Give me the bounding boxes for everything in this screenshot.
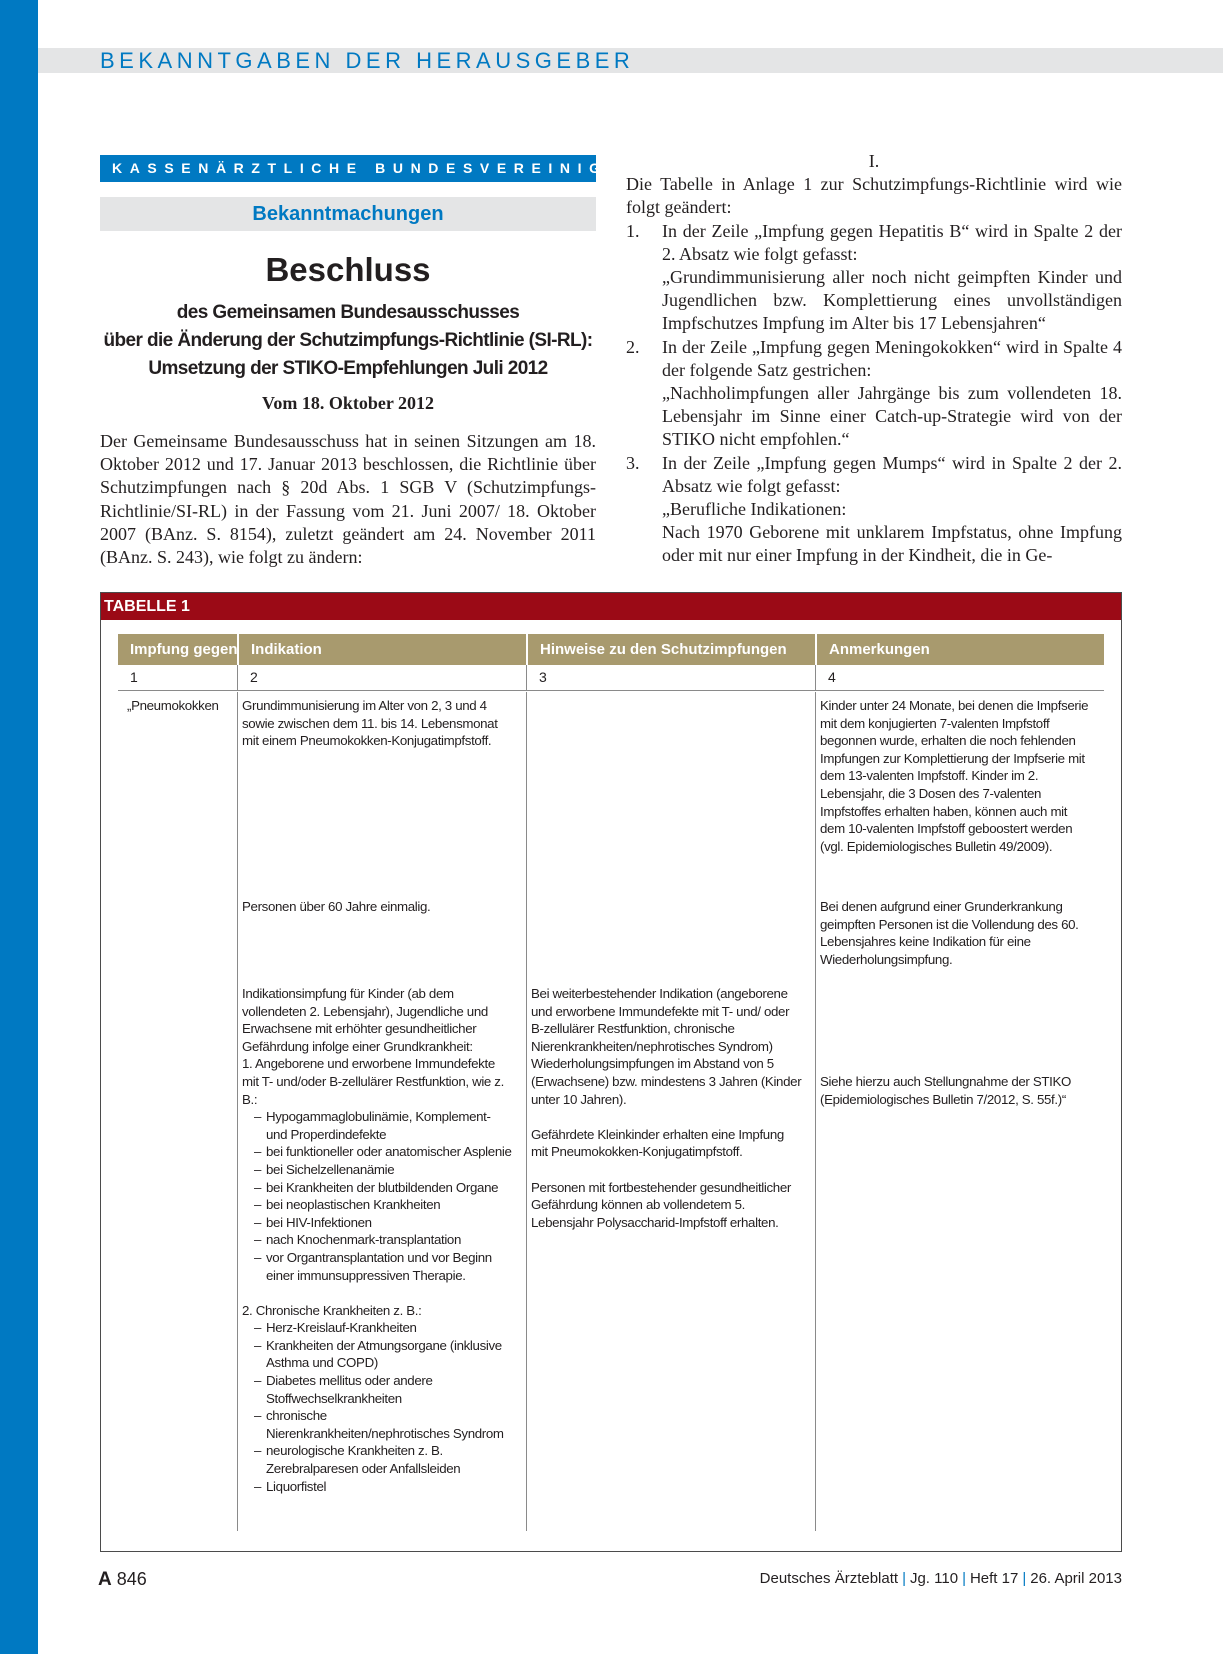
amendment-number: 2. [626,336,640,357]
journal-issue: Heft 17 [969,1570,1019,1587]
column-number: 3 [526,665,815,690]
list-item: – neurologische Krankheiten z. B. Zerebralparesen oder Anfallsleiden [254,1443,461,1477]
header-hints: Hinweise zu den Schutzimpfungen [526,634,815,665]
column-number: 1 [130,669,138,685]
note-seniors: Bei denen aufgrund einer Grunderkrankung geimpften Personen ist die Vollendung des 60. Lebensjahres keine Indikation für eine Wiederholungsimpfung. [820,899,1079,967]
page-number [98,1568,147,1591]
list-item: – Herz-Kreislauf-Krankheiten [254,1320,417,1336]
hint-paragraph: Gefährdete Kleinkinder erhalten eine Impfung mit Pneumokokken-Konjugatimpfstoff. [531,1126,784,1160]
article-subtitle [100,299,596,383]
column-divider [237,692,238,1531]
risk-group-2-title: 2. Chronische Krankheiten z. B.: [242,1302,422,1318]
risk-intro: Indikationsimpfung für Kinder (ab dem vollendeten 2. Lebensjahr), Jugendliche und Erwachsene mit erhöhter gesundheitlicher Gefährdung infolge einer Grundkrankheit: [242,986,488,1054]
risk-group-1-title: 1. Angeborene und erworbene Immundefekte mit T- und/oder B-zellulärer Restfunktion, wie z. B.: [242,1056,504,1107]
publisher-bar: KASSENÄRZTLICHE BUNDESVEREINIGUNG [100,155,596,182]
amendment-number: 3. [626,452,640,473]
journal-citation: Deutsches Ärzteblatt | Jg. 110 | Heft 17 | 26. April 2013 [759,1570,1122,1587]
journal-date: 26. April 2013 [1030,1570,1122,1587]
note-stiko-reference: Siehe hierzu auch Stellungnahme der STIKO (Epidemiologisches Bulletin 7/2012, S. 55f.)“ [820,1074,1072,1107]
list-item: – nach Knochenmark-transplantation [254,1232,462,1248]
amendment-quote: „Berufliche Indikationen: [662,499,847,520]
journal-volume: Jg. 110 [909,1570,959,1587]
hint-paragraph: Bei weiterbestehender Indikation (angeborene und erworbene Immundefekte mit T- und/ oder B-zellulärer Restfunktion, chronische Nierenkrankheiten/nephrotisches Syndrom) Wiederholungsimpfungen im Abstand von 5 (Erwachsene) bzw. mindestens 3 Jahren (Kinder unter 10 Jahren). [531,986,802,1107]
subtitle-line: über die Änderung der Schutzimpfungs-Richtlinie (SI-RL): [103,330,593,351]
left-color-bar [0,0,38,1654]
section-header-band [38,48,1223,73]
list-item: – bei Sichelzellenanämie [254,1161,395,1177]
list-item: – vor Organtransplantation und vor Beginn einer immunsuppressiven Therapie. [254,1249,492,1283]
list-item: – Hypogammaglobulinämie, Komplement- und Properdindefekte [254,1109,491,1142]
amendment-text: In der Zeile „Impfung gegen Hepatitis B“ wird in Spalte 2 der 2. Absatz wie folgt gefasst: [662,220,1122,264]
vaccine-name: „Pneumokokken [127,698,219,713]
hint-paragraph: Personen mit fortbestehender gesundheitlicher Gefährdung können ab vollendetem 5. Lebensjahr Polysaccharid-Impfstoff erhalten. [531,1179,791,1230]
amendment-text: In der Zeile „Impfung gegen Mumps“ wird in Spalte 2 der 2. Absatz wie folgt gefasst: [662,452,1122,496]
list-item: – bei funktioneller oder anatomischer Asplenie [254,1144,512,1160]
article-headline: Beschluss [265,251,431,288]
page-prefix: A [98,1569,112,1590]
column-number: 4 [815,665,1104,690]
list-item: – Krankheiten der Atmungsorgane (inklusive Asthma und COPD) [254,1337,502,1371]
subtitle-line: Umsetzung der STIKO-Empfehlungen Juli 2012 [148,358,548,379]
column-divider [526,692,527,1531]
header-vaccine: Impfung gegen [130,641,238,658]
header-indication: Indikation [237,634,526,665]
list-item: – bei HIV-Infektionen [254,1214,372,1230]
table-1 [100,592,1122,1552]
category-label: Bekanntmachungen [100,197,596,231]
amendment-item [626,336,1122,452]
column-number: 2 [237,665,526,690]
page-number-value: 846 [116,1569,147,1589]
subtitle-line: des Gemeinsamen Bundesausschusses [176,302,520,323]
note-children: Kinder unter 24 Monate, bei denen die Impfserie mit dem konjugierten 7-valenten Impfstoff begonnen wurde, erhalten die noch fehlenden Impfungen zur Komplettierung der Impfserie mit dem 13-valenten Impfstoff. Kinder im 2. Lebensjahr, die 3 Dosen des 7-valenten Impfstoffes erhalten haben, können auch mit dem 10-valenten Impfstoff geboostert werden (vgl. Epidemiologisches Bulletin 49/2009). [820,698,1089,854]
amendment-lead: Die Tabelle in Anlage 1 zur Schutzimpfungs-Richtlinie wird wie folgt geändert: [626,174,1122,218]
column-divider [815,692,816,1531]
section-number: I. [868,151,880,171]
list-item: – bei neoplastischen Krankheiten [254,1197,441,1213]
amendment-quote: „Nachholimpfungen aller Jahrgänge bis zum vollendeten 18. Lebensjahr im Sinne einer Catch-up-Strategie wird von der STIKO nicht empfohlen.“ [662,383,1122,450]
column-number-row [118,665,1104,691]
list-item: – Diabetes mellitus oder andere Stoffwechselkrankheiten [254,1373,433,1406]
amendment-quote: „Grundimmunisierung aller noch nicht geimpften Kinder und Jugendlichen bzw. Komplettierung eines unvollständigen Impfschutzes Impfung im Alter bis 17 Lebensjahren“ [662,267,1122,334]
indication-seniors: Personen über 60 Jahre einmalig. [242,899,431,914]
list-item: – Liquorfistel [254,1478,327,1494]
section-title: BEKANNTGABEN DER HERAUSGEBER [100,48,635,73]
vaccination-hints [531,985,803,1231]
amendments-column [626,150,1122,568]
amendment-item [626,452,1122,568]
resolution-date: Vom 18. Oktober 2012 [261,393,434,413]
indication-primary: Grundimmunisierung im Alter von 2, 3 und 4 sowie zwischen dem 11. bis 14. Lebensmonat mit einem Pneumokokken-Konjugatimpfstoff. [242,698,498,749]
list-item: – bei Krankheiten der blutbildenden Organe [254,1179,499,1195]
intro-paragraph: Der Gemeinsame Bundesausschuss hat in seinen Sitzungen am 18. Oktober 2012 und 17. Januar 2013 beschlossen, die Richtlinie über Schutzimpfungen nach § 20d Abs. 1 SGB V (Schutzimpfungs-Richtlinie/SI-RL) in der Fassung vom 21. Juni 2007/ 18. Oktober 2007 (BAnz. S. 8154), zuletzt geändert am 24. November 2011 (BAnz. S. 243), wie folgt zu ändern: [100,431,596,568]
amendment-continuation: Nach 1970 Geborene mit unklarem Impfstatus, ohne Impfung oder mit nur einer Impfung in der Kindheit, die in Ge- [662,522,1122,566]
table-title: TABELLE 1 [101,593,1121,620]
indication-risk-groups [242,985,512,1495]
header-notes: Anmerkungen [815,634,1104,665]
amendment-number: 1. [626,220,640,241]
amendment-text: In der Zeile „Impfung gegen Meningokokken“ wird in Spalte 4 der folgende Satz gestrichen: [662,336,1122,380]
journal-name: Deutsches Ärzteblatt [759,1570,899,1587]
amendment-item [626,220,1122,336]
table-header-row [118,634,1104,665]
list-item: – chronische Nierenkrankheiten/nephrotisches Syndrom [254,1408,504,1441]
